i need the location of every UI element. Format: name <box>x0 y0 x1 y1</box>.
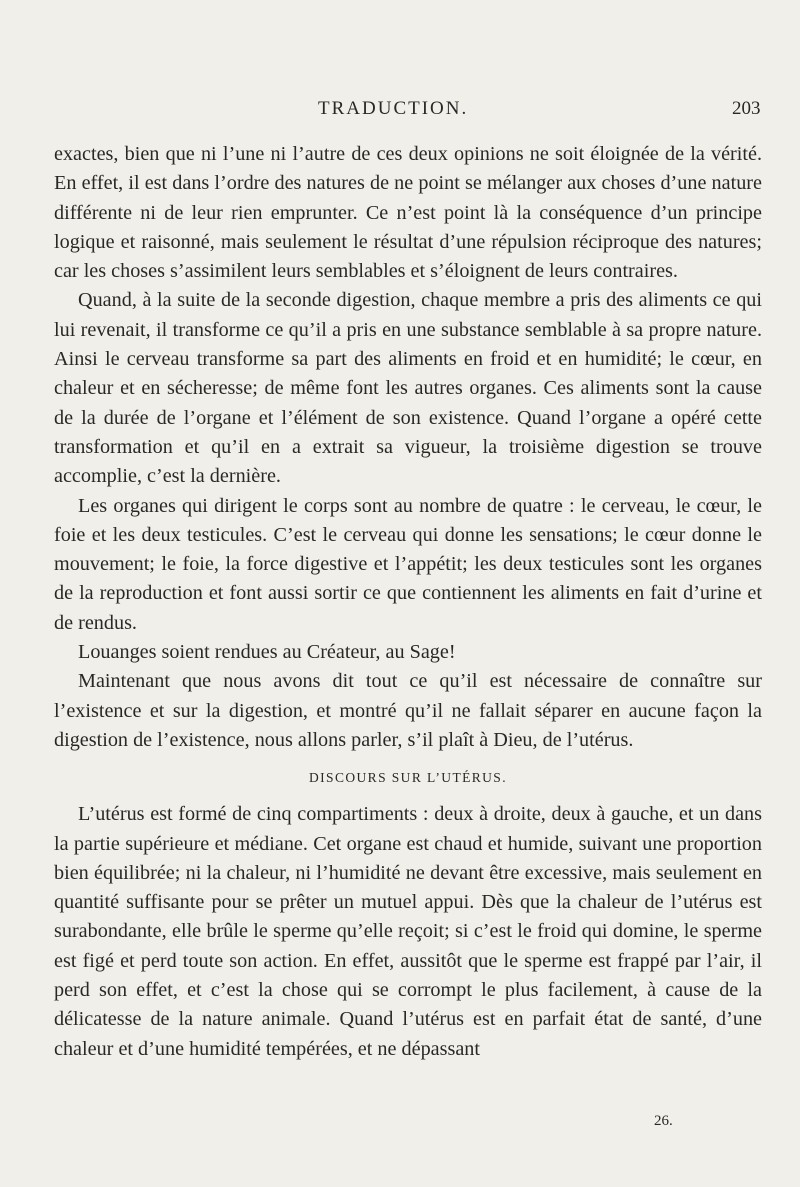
paragraph-digestion: Quand, à la suite de la seconde digestion, chaque membre a pris des aliments ce qui lui revenait, il transforme ce qu’il a pris en une substance semblable à sa propre nature. Ainsi le cerveau transforme sa part des aliments en froid et en humidité; le cœur, en chaleur et en sécheresse; de même font les autres organes. Ces aliments sont la cause de la durée de l’organe et l’élément de son existence. Quand l’organe a opéré cette transformation et qu’il en a extrait sa vigueur, la troisième digestion se trouve accomplie, c’est la dernière. <box>54 289 762 488</box>
section-heading: DISCOURS SUR L’UTÉRUS. <box>309 770 507 786</box>
page-number: 203 <box>732 98 761 119</box>
paragraph-transition: Maintenant que nous avons dit tout ce qu’il est nécessaire de connaître sur l’existence et sur la digestion, et montré qu’il ne fallait séparer en aucune façon la digestion de l’existence, nous allons parler, s’il plaît à Dieu, de l’utérus. <box>54 670 762 751</box>
paragraph-continuation: exactes, bien que ni l’une ni l’autre de ces deux opinions ne soit éloignée de la vérité. En effet, il est dans l’ordre des natures de ne point se mélanger aux choses d’une nature différente ni de leur rien emprunter. Ce n’est point là la conséquence d’un principe logique et raisonné, mais seulement le résultat d’une répulsion réciproque des natures; car les choses s’assimilent leurs semblables et s’éloignent de leurs contraires. <box>54 143 762 283</box>
paragraph-organs: Les organes qui dirigent le corps sont au nombre de quatre : le cerveau, le cœur, le foie et les deux testicules. C’est le cerveau qui donne les sensations; le cœur donne le mouvement; le foie, la force digestive et l’appétit; les deux testicules sont les organes de la reproduction et font aussi sortir ce que contiennent les aliments en fait d’urine et de rendus. <box>54 494 762 634</box>
running-title: TRADUCTION. <box>318 98 469 119</box>
running-head <box>0 98 800 122</box>
signature-mark: 26. <box>654 1113 673 1129</box>
paragraph-praise: Louanges soient rendues au Créateur, au Sage! <box>78 641 456 664</box>
paragraph-uterus: L’utérus est formé de cinq compartiments : deux à droite, deux à gauche, et un dans la partie supérieure et médiane. Cet organe est chaud et humide, suivant une proportion bien équilibrée; ni la chaleur, ni l’humidité ne devant être excessive, mais seulement en quantité suffisante pour se prêter un mutuel appui. Dès que la chaleur de l’utérus est surabondante, elle brûle le sperme qu’elle reçoit; si c’est le froid qui domine, le sperme est figé et perd toute son action. En effet, aussitôt que le sperme est frappé par l’air, il perd son effet, et c’est la chose qui se corrompt le plus facilement, à cause de la délicatesse de la nature animale. Quand l’utérus est en parfait état de santé, d’une chaleur et d’une humidité tempérées, et ne dépassant <box>54 803 762 1060</box>
text-block <box>54 140 762 1064</box>
